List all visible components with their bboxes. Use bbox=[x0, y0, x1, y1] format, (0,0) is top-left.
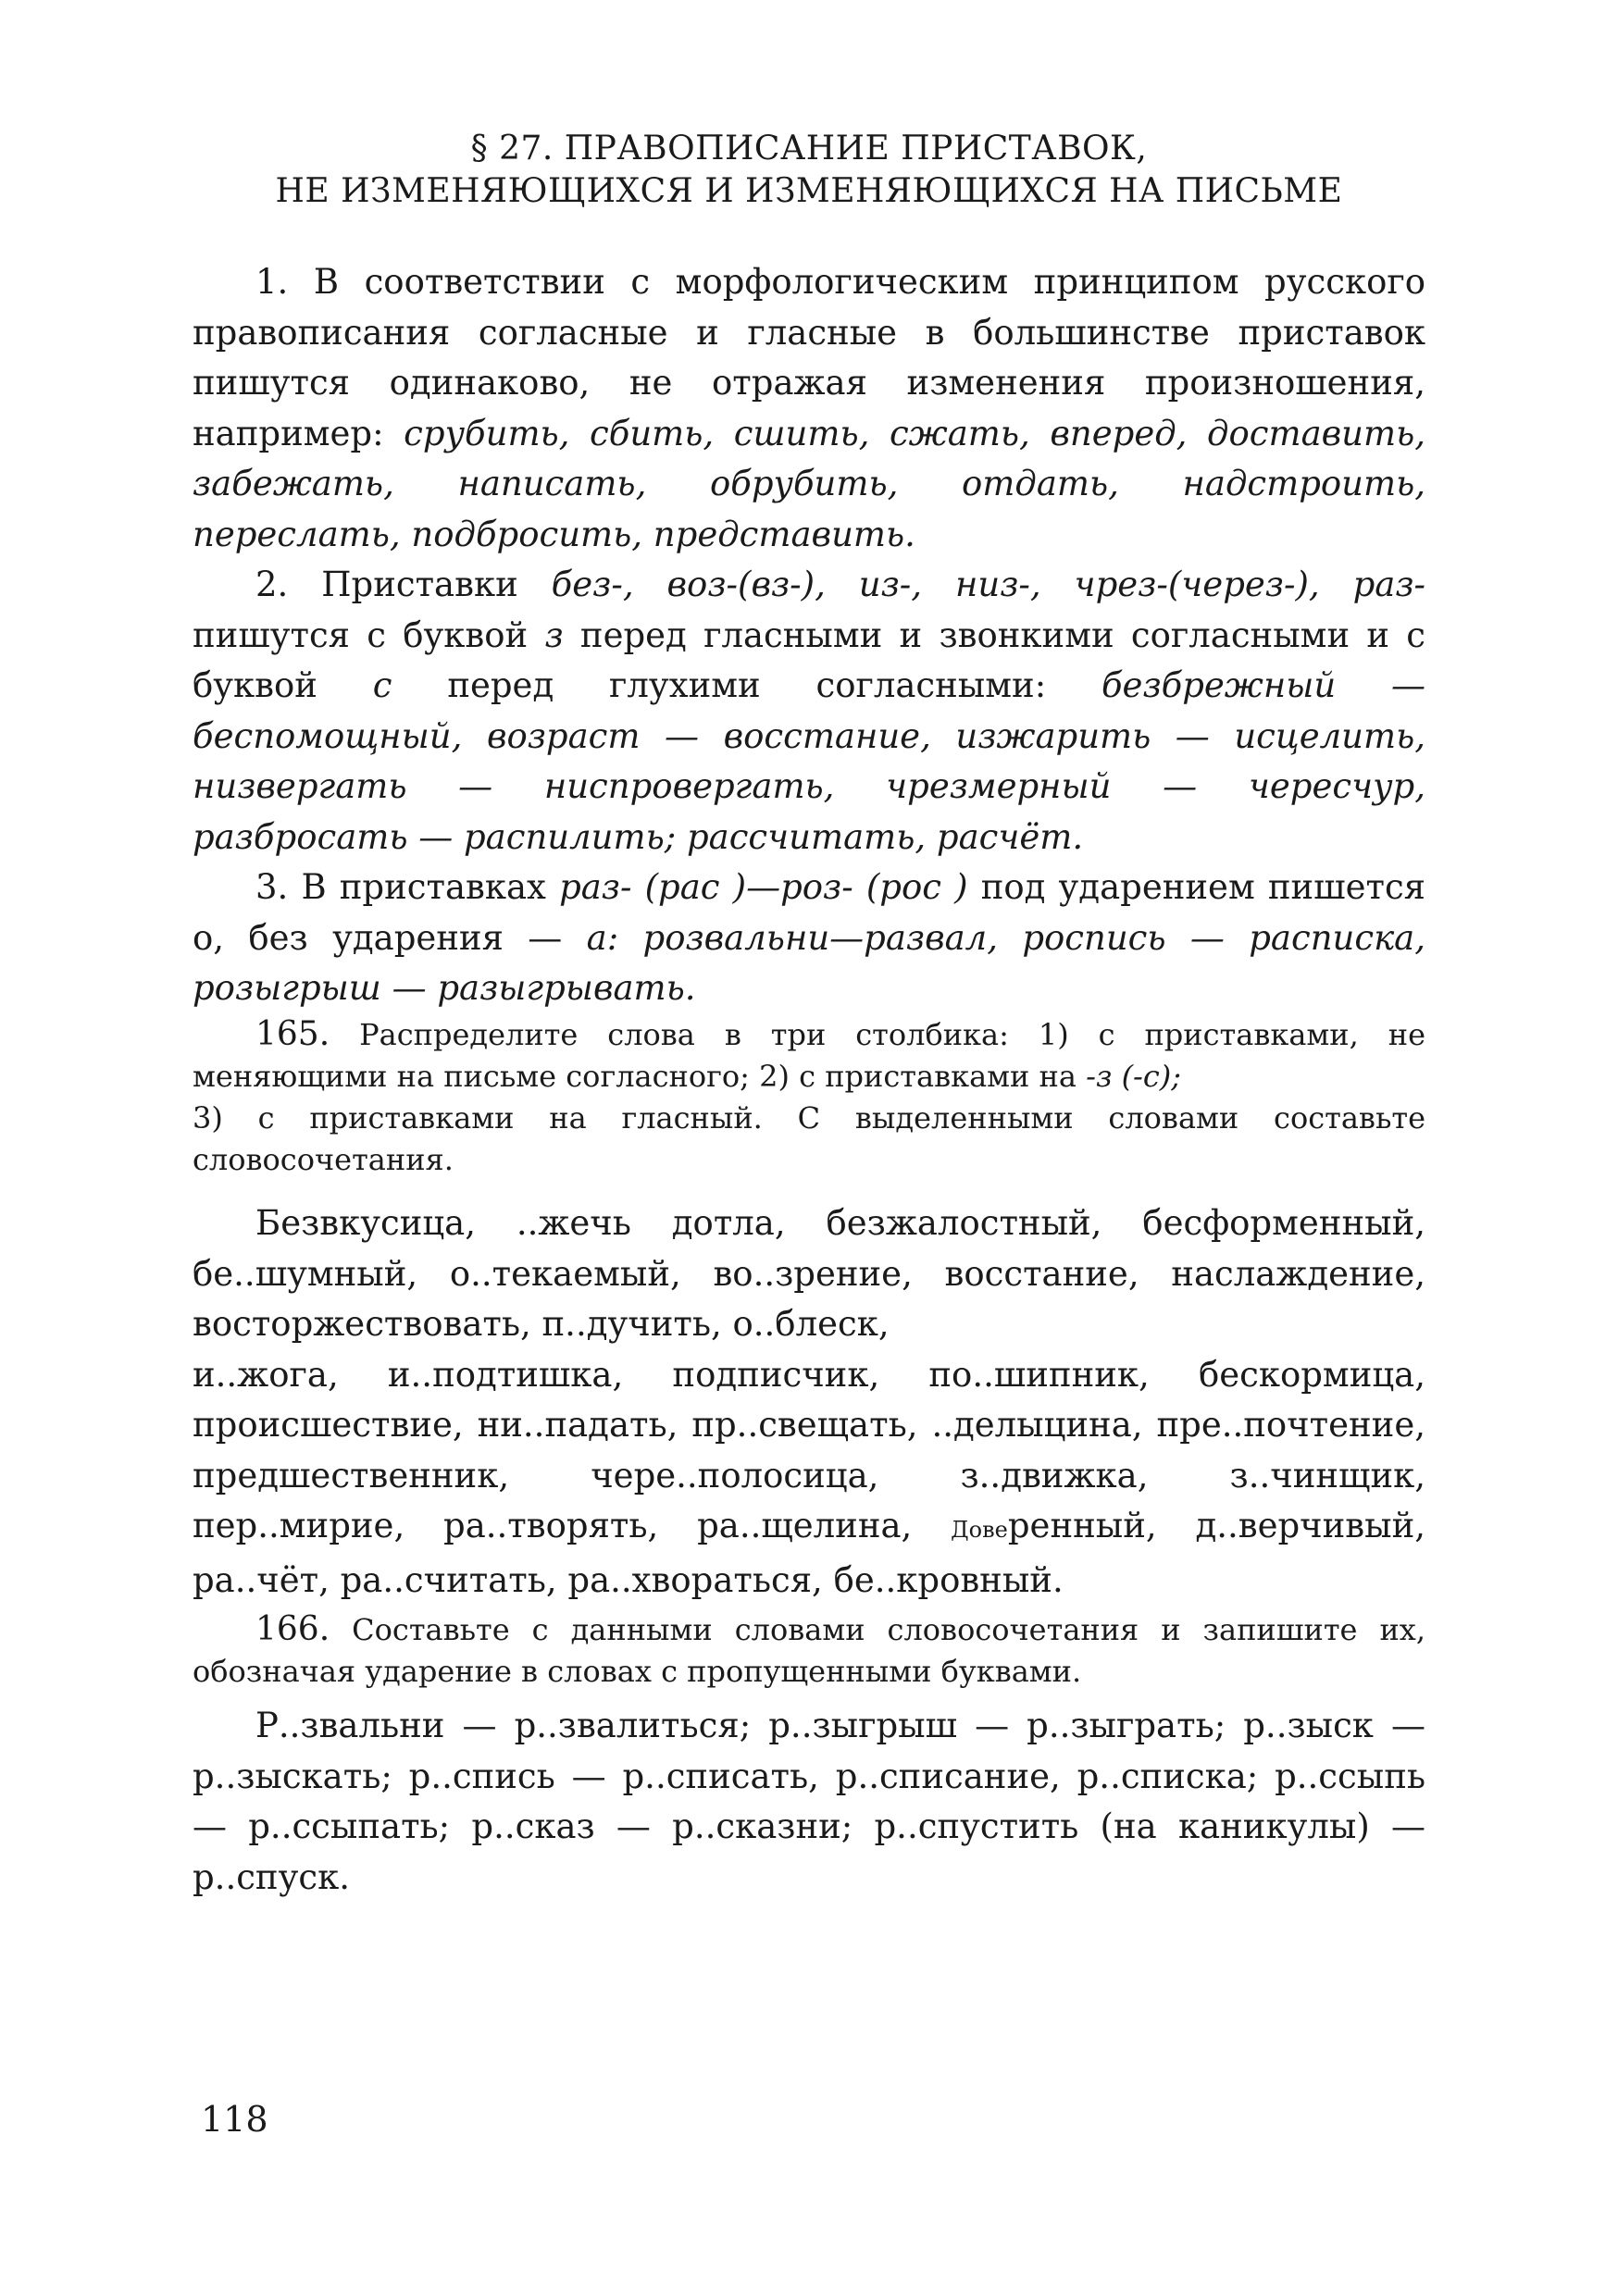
heading-line-1: § 27. ПРАВОПИСАНИЕ ПРИСТАВОК, bbox=[470, 130, 1148, 168]
exercise-166-number: 166. bbox=[255, 1610, 330, 1648]
exercise-165-words-2a: и..жога, и..подтишка, подписчик, по..шипник, бескормица, происшествие, ни..падать, пр..свещать, ..делыцина, пре..почтение, предшественник, чере..полосица, з..движка, з..чинщик, пер..мирие, ра..творять, ра..щелина, bbox=[193, 1354, 1425, 1545]
rule-2-prefixes: без-, воз-(вз-), из-, низ-, чрез-(через-), раз- bbox=[551, 565, 1426, 604]
page-number: 118 bbox=[201, 2099, 268, 2140]
section-heading bbox=[193, 128, 1425, 213]
exercise-165-task-b: 3) с приставками на гласный. С выделенными словами составьте словосочетания. bbox=[193, 1100, 1425, 1177]
rule-2-letter-s: с bbox=[372, 665, 392, 705]
rule-3-text-a: В приставках bbox=[301, 867, 546, 907]
rule-3-examples: а: розвальни—развал, роспись — расписка, розыгрыш — разыгрывать. bbox=[193, 917, 1425, 1008]
exercise-165-words-2-small: Дове bbox=[951, 1517, 1008, 1543]
rule-3-prefixes: раз- (рас )—роз- (рос ) bbox=[559, 867, 968, 907]
rule-2-number: 2. bbox=[255, 565, 289, 604]
rule-2-text-d: перед глухими согласными: bbox=[447, 665, 1047, 705]
rule-3-number: 3. bbox=[255, 867, 289, 907]
exercise-166-task-text: Составьте с данными словами словосочетания и запишите их, обозначая ударение в словах с пропущенными буквами. bbox=[193, 1612, 1426, 1689]
exercise-165-words-1: Безвкусица, ..жечь дотла, безжалостный, бесформенный, бе..шумный, о..текаемый, во..зрение, восстание, наслаждение, восторжествовать, п..дучить, о..блеск, bbox=[193, 1203, 1425, 1344]
exercise-165-number: 165. bbox=[255, 1015, 330, 1053]
exercise-166-words bbox=[193, 1701, 1425, 1903]
rule-2-text-b: пишутся с буквой bbox=[193, 614, 529, 655]
rule-2-text-a: Приставки bbox=[321, 565, 518, 604]
exercise-165-words bbox=[193, 1198, 1425, 1606]
exercise-165-task-a: Распределите слова в три столбика: 1) с приставками, не меняющими на письме согласного; 2) с приставками на bbox=[193, 1017, 1426, 1094]
exercise-165-task bbox=[193, 1013, 1425, 1181]
rule-2-text-c: перед гласными и звонкими согласными и с буквой bbox=[193, 614, 1425, 705]
rule-1-examples: срубить, сбить, сшить, сжать, вперед, доставить, забежать, написать, обрубить, отдать, надстроить, переслать, подбросить, представить. bbox=[193, 413, 1425, 554]
exercise-166-words-text: Р..звальни — р..звалиться; р..зыгрыш — р..зыграть; р..зыск — р..зыскать; р..спись — р..списать, р..списание, р..списка; р..ссыпь — р..ссыпать; р..сказ — р..сказни; р..спустить (на каникулы) — р..спуск. bbox=[193, 1706, 1425, 1897]
rule-3-text-b: под ударением пишется о, без ударения — bbox=[193, 867, 1426, 958]
rule-2-examples: безбрежный — беспомощный, возраст — восстание, изжарить — исцелить, низвергать — ниспровергать, чрезмерный — чересчур, разбросать — распилить; рассчитать, расчёт. bbox=[193, 665, 1425, 857]
rule-1-text: В соответствии с морфологическим принципом русского правописания согласные и гласные в большинстве приставок пишутся одинаково, не отражая изменения произношения, например: bbox=[193, 262, 1426, 453]
rule-2 bbox=[193, 560, 1425, 863]
heading-line-2: НЕ ИЗМЕНЯЮЩИХСЯ И ИЗМЕНЯЮЩИХСЯ НА ПИСЬМЕ bbox=[275, 172, 1343, 210]
rule-1 bbox=[193, 257, 1425, 560]
exercise-165-task-marker: -з (-с); bbox=[1086, 1059, 1182, 1094]
rule-1-number: 1. bbox=[255, 262, 289, 302]
exercise-165-words-2b: ренный, д..верчивый, ра..чёт, ра..считать, ра..хвораться, бе..кровный. bbox=[193, 1506, 1426, 1600]
exercise-166-task bbox=[193, 1608, 1425, 1693]
rule-2-letter-z: з bbox=[544, 614, 564, 655]
rule-3 bbox=[193, 863, 1425, 1014]
